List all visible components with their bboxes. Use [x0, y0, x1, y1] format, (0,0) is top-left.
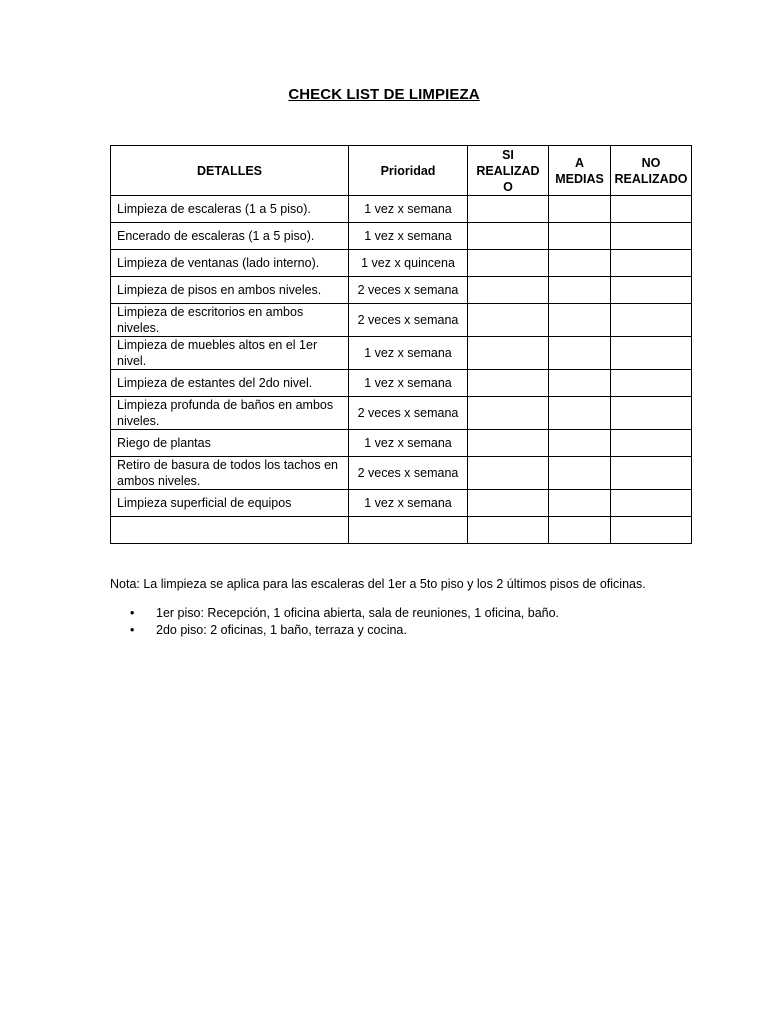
header-no-realizado: NO REALIZADO	[611, 146, 692, 196]
priority-cell: 2 veces x semana	[349, 277, 468, 304]
detail-cell: Limpieza de muebles altos en el 1er nivel.	[111, 337, 349, 370]
list-item	[110, 605, 559, 622]
priority-cell: 2 veces x semana	[349, 457, 468, 490]
table-row	[111, 277, 692, 304]
table-row	[111, 370, 692, 397]
priority-cell: 1 vez x semana	[349, 337, 468, 370]
table-row	[111, 223, 692, 250]
no-realizado-cell[interactable]	[611, 517, 692, 544]
a-medias-cell[interactable]	[549, 304, 611, 337]
priority-cell: 2 veces x semana	[349, 397, 468, 430]
table-row-empty	[111, 517, 692, 544]
table-row	[111, 337, 692, 370]
detail-cell: Limpieza de estantes del 2do nivel.	[111, 370, 349, 397]
bullet-icon: •	[130, 623, 135, 637]
header-si-realizado: SI REALIZAD O	[468, 146, 549, 196]
cleaning-note: Nota: La limpieza se aplica para las escaleras del 1er a 5to piso y los 2 últimos pisos de oficinas.	[110, 577, 646, 591]
list-item	[110, 622, 559, 639]
priority-cell[interactable]	[349, 517, 468, 544]
table-header-row	[111, 146, 692, 196]
detail-cell: Limpieza de ventanas (lado interno).	[111, 250, 349, 277]
detail-cell[interactable]	[111, 517, 349, 544]
no-realizado-cell[interactable]	[611, 196, 692, 223]
table-row	[111, 196, 692, 223]
floors-list	[110, 605, 559, 639]
priority-cell: 2 veces x semana	[349, 304, 468, 337]
no-realizado-cell[interactable]	[611, 223, 692, 250]
si-realizado-cell[interactable]	[468, 370, 549, 397]
floor-description: 1er piso: Recepción, 1 oficina abierta, sala de reuniones, 1 oficina, baño.	[156, 606, 560, 620]
priority-cell: 1 vez x semana	[349, 430, 468, 457]
a-medias-cell[interactable]	[549, 370, 611, 397]
no-realizado-cell[interactable]	[611, 397, 692, 430]
no-realizado-cell[interactable]	[611, 250, 692, 277]
priority-cell: 1 vez x semana	[349, 370, 468, 397]
page-title: CHECK LIST DE LIMPIEZA	[288, 86, 480, 103]
a-medias-cell[interactable]	[549, 277, 611, 304]
cleaning-checklist-table	[110, 145, 692, 544]
priority-cell: 1 vez x semana	[349, 196, 468, 223]
si-realizado-cell[interactable]	[468, 457, 549, 490]
detail-cell: Riego de plantas	[111, 430, 349, 457]
priority-cell: 1 vez x semana	[349, 223, 468, 250]
table-row	[111, 250, 692, 277]
priority-cell: 1 vez x quincena	[349, 250, 468, 277]
table-row	[111, 397, 692, 430]
detail-cell: Limpieza de pisos en ambos niveles.	[111, 277, 349, 304]
a-medias-cell[interactable]	[549, 457, 611, 490]
header-detalles: DETALLES	[111, 146, 349, 196]
si-realizado-cell[interactable]	[468, 490, 549, 517]
table-row	[111, 304, 692, 337]
detail-cell: Encerado de escaleras (1 a 5 piso).	[111, 223, 349, 250]
no-realizado-cell[interactable]	[611, 370, 692, 397]
table-row	[111, 490, 692, 517]
no-realizado-cell[interactable]	[611, 277, 692, 304]
a-medias-cell[interactable]	[549, 397, 611, 430]
a-medias-cell[interactable]	[549, 430, 611, 457]
no-realizado-cell[interactable]	[611, 304, 692, 337]
header-prioridad: Prioridad	[349, 146, 468, 196]
no-realizado-cell[interactable]	[611, 430, 692, 457]
header-a-medias: A MEDIAS	[549, 146, 611, 196]
si-realizado-cell[interactable]	[468, 430, 549, 457]
priority-cell: 1 vez x semana	[349, 490, 468, 517]
detail-cell: Limpieza superficial de equipos	[111, 490, 349, 517]
si-realizado-cell[interactable]	[468, 223, 549, 250]
table-row	[111, 457, 692, 490]
a-medias-cell[interactable]	[549, 196, 611, 223]
no-realizado-cell[interactable]	[611, 490, 692, 517]
detail-cell: Limpieza de escaleras (1 a 5 piso).	[111, 196, 349, 223]
si-realizado-cell[interactable]	[468, 337, 549, 370]
a-medias-cell[interactable]	[549, 490, 611, 517]
no-realizado-cell[interactable]	[611, 457, 692, 490]
bullet-icon: •	[130, 606, 135, 620]
a-medias-cell[interactable]	[549, 250, 611, 277]
detail-cell: Limpieza de escritorios en ambos niveles.	[111, 304, 349, 337]
si-realizado-cell[interactable]	[468, 517, 549, 544]
si-realizado-cell[interactable]	[468, 250, 549, 277]
no-realizado-cell[interactable]	[611, 337, 692, 370]
si-realizado-cell[interactable]	[468, 196, 549, 223]
detail-cell: Retiro de basura de todos los tachos en ambos niveles.	[111, 457, 349, 490]
a-medias-cell[interactable]	[549, 337, 611, 370]
detail-cell: Limpieza profunda de baños en ambos niveles.	[111, 397, 349, 430]
floor-description: 2do piso: 2 oficinas, 1 baño, terraza y cocina.	[156, 623, 407, 637]
si-realizado-cell[interactable]	[468, 277, 549, 304]
si-realizado-cell[interactable]	[468, 304, 549, 337]
table-row	[111, 430, 692, 457]
a-medias-cell[interactable]	[549, 223, 611, 250]
a-medias-cell[interactable]	[549, 517, 611, 544]
si-realizado-cell[interactable]	[468, 397, 549, 430]
